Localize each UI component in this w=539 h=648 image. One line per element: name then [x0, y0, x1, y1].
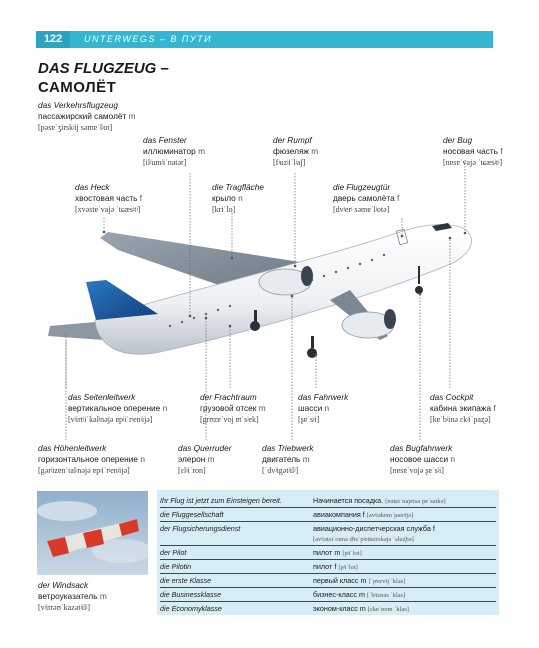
- label-triebwerk: das Triebwerk двигатель m [ˈdvʲigәtʲilʲ]: [262, 443, 314, 475]
- phrase-divider: [160, 601, 496, 602]
- label-bugfahrwerk: das Bugfahrwerk носовое шасси n [nɐsɐˈvojә ʂɐˈsʲi]: [390, 443, 456, 475]
- label-heck: das Heck хвостовая часть f [xvәstɐˈvajә ˈtɕæsʲtʲ]: [75, 182, 143, 214]
- page-number: 122: [36, 31, 70, 48]
- section-title: UNTERWEGS – В ПУТИ: [84, 34, 213, 44]
- label-rumpf: der Rumpf фюзеляж m [fʲuzʲiˈlʲaʃ]: [273, 135, 319, 167]
- label-frachtraum: der Frachtraum грузовой отсек m [grʊzɐˈvoj ɐtˈsʲek]: [200, 392, 266, 424]
- label-querruder: das Querruder элерон m [ɛlʲiˈron]: [178, 443, 232, 475]
- page-title-ru: САМОЛЁТ: [38, 79, 117, 96]
- phrase-divider: [160, 545, 496, 546]
- label-verkehrsflugzeug: das Verkehrsflugzeug пассажирский самолёт m [pәsɐˈʒirskʲij sәmɐˈlʲot]: [38, 100, 136, 132]
- phrase-divider: [160, 559, 496, 560]
- tail-fin: [86, 280, 158, 320]
- label-bug: der Bug носовая часть f [nɐsɐˈvajә ˈtɕæsʲtʲ]: [443, 135, 503, 167]
- label-flugzeugtuer: die Flugzeugtür дверь самолёта f [dvʲerʲ sәmɐˈlʲotә]: [333, 182, 400, 214]
- phrase-divider: [160, 521, 496, 522]
- label-fahrwerk: das Fahrwerk шасси n [ʂɐˈsʲi]: [298, 392, 349, 424]
- label-windsack: der Windsack ветроуказатель m [vʲitrәʊˈkazәtʲilʲ]: [38, 580, 107, 612]
- label-fenster: das Fenster иллюминатор m [ilʲumʲiˈnatәr]: [143, 135, 205, 167]
- label-seitenleitwerk: das Seitenleitwerk вертикальное оперение n [vʲirtʲiˈkalʲnәjә ɐpʲiˈrʲenʲijә]: [68, 392, 168, 424]
- windsock-photo: [37, 491, 148, 575]
- phrase-divider: [160, 573, 496, 574]
- phrase-divider: [160, 587, 496, 588]
- phrase-divider: [160, 507, 496, 508]
- label-tragflaeche: die Tragfläche крыло n [krɨˈlo]: [212, 182, 264, 214]
- label-hoehenleitwerk: das Höhenleitwerk горизонтальное оперение n [gәrʲizɐnˈtalʲnәjә ɐpʲiˈrʲenʲijә]: [38, 443, 145, 475]
- page-title: DAS FLUGZEUG –: [38, 60, 169, 77]
- label-cockpit: das Cockpit кабина экипажа f [kɐˈbʲinә ɛkʲiˈpaʐә]: [430, 392, 496, 424]
